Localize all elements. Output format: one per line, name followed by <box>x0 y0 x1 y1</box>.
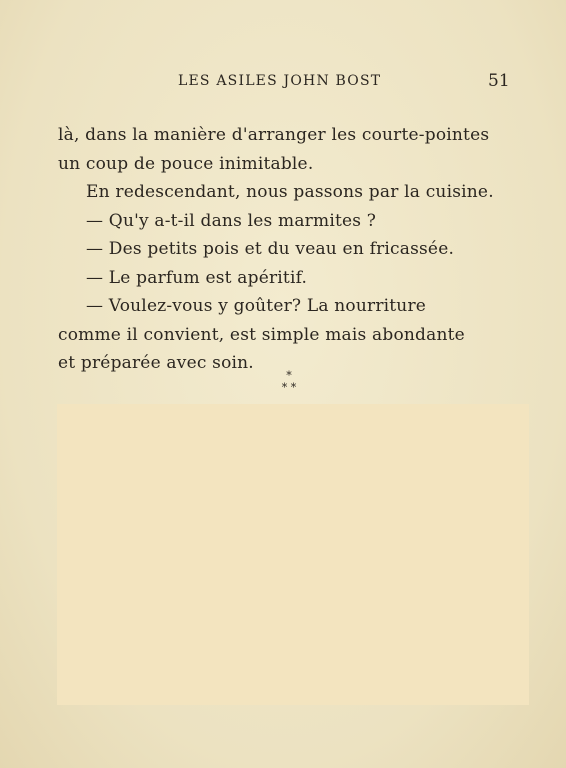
asterism-ornament <box>274 370 304 394</box>
text-line: et préparée avec soin. <box>58 353 254 373</box>
body-text <box>58 121 518 378</box>
text-line: comme il convient, est simple mais abondante <box>58 324 465 345</box>
asterism-bottom: * * <box>281 381 297 394</box>
asterism-top: * <box>286 369 292 382</box>
text-line: un coup de pouce inimitable. <box>58 153 314 174</box>
text-line: En redescendant, nous passons par la cuisine. <box>86 182 494 202</box>
page-number: 51 <box>488 71 510 91</box>
dialogue-line: — Le parfum est apéritif. <box>86 267 308 288</box>
running-head: LES ASILES JOHN BOST <box>178 73 382 89</box>
text-line: là, dans la manière d'arranger les courte-pointes <box>58 125 490 145</box>
dialogue-line: — Des petits pois et du veau en fricassée. <box>86 239 455 259</box>
illustration-area <box>57 404 529 705</box>
dialogue-line: — Voulez-vous y goûter? La nourriture <box>86 296 427 316</box>
dialogue-line: — Qu'y a-t-il dans les marmites ? <box>86 210 377 231</box>
